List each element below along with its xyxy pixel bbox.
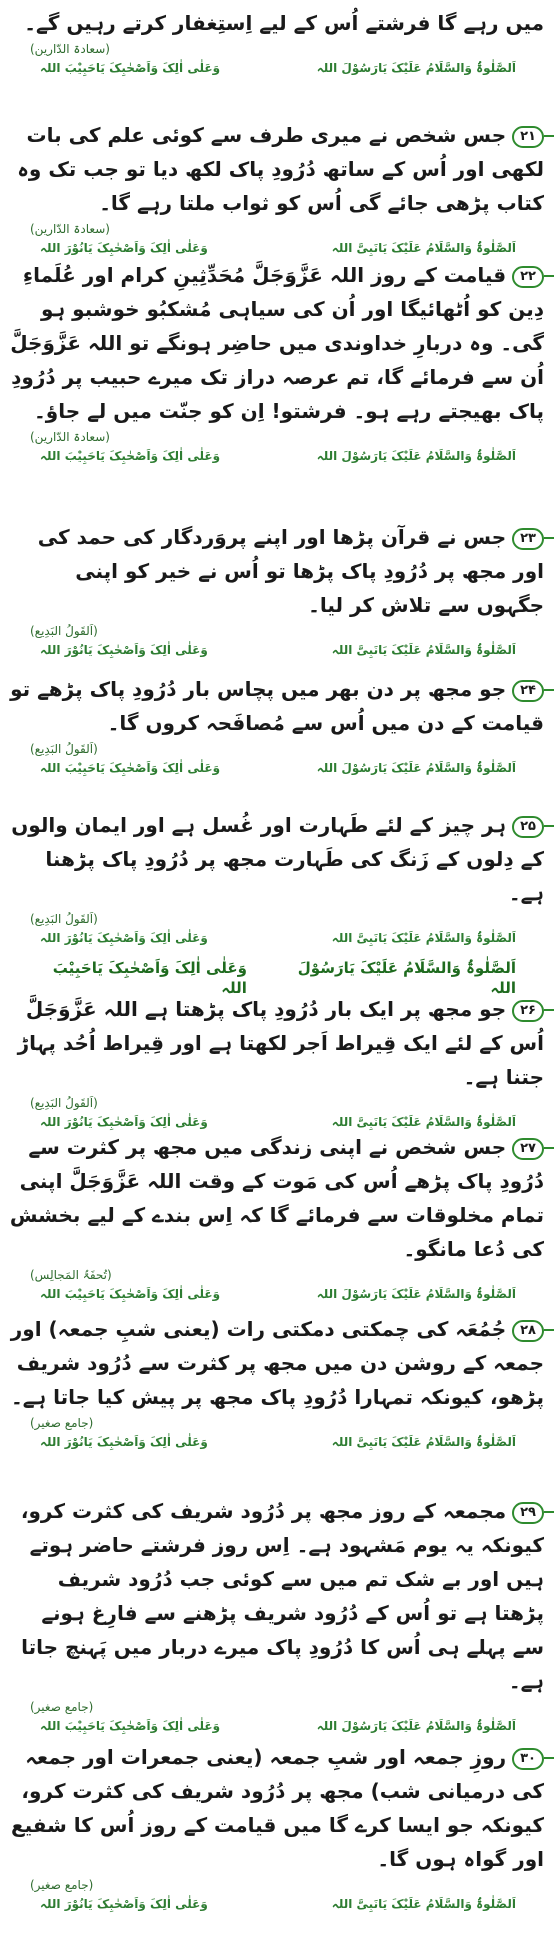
salawat-right: اَلصَّلٰوۃُ وَالسَّلَامُ عَلَیْکَ یَارَسُوْلَ اللہ	[316, 61, 516, 75]
hadith-entry-29	[0, 1494, 556, 1736]
salawat-left: وَعَلٰی اٰلِکَ وَاَصْحٰبِکَ یَاحَبِیْبَ اللہ	[40, 761, 221, 775]
hadith-number-badge: ۳۰	[512, 1748, 544, 1770]
hadith-body: ہر چیز کے لئے طَہارت اور غُسل ہے اور ایمان والوں کے دِلوں کے زَنگ کی طَہارت مجھ پر دُرُودِ پاک پڑھنا ہے۔	[11, 813, 544, 905]
hadith-number-badge: ۲۶	[512, 1000, 544, 1022]
salawat-line	[40, 1112, 516, 1132]
salawat-line	[40, 640, 516, 660]
source-citation: (سعادۃ الدّارین)	[30, 42, 110, 56]
hadith-text	[8, 1740, 544, 1876]
salawat-right: اَلصَّلٰوۃُ وَالسَّلَامُ عَلَیْکَ یَارَسُوْلَ اللہ	[316, 1719, 516, 1733]
salawat-line	[40, 1894, 516, 1914]
hadith-body: جو مجھ پر ایک بار دُرُودِ پاک پڑھتا ہے اللہ عَزَّوَجَلَّ اُس کے لئے ایک قِیراط اَجر لکھتا ہے اور قِیراط اُحُد پہاڑ جتنا ہے۔	[17, 997, 544, 1089]
hadith-text	[8, 118, 544, 220]
hadith-text	[8, 672, 544, 740]
salawat-line	[40, 1716, 516, 1736]
salawat-line	[40, 758, 516, 778]
intro-text: میں رہے گا فرشتے اُس کے لیے اِستِغفار کرتے رہیں گے۔	[24, 11, 544, 35]
hadith-entry-30	[0, 1740, 556, 1914]
intro-block	[0, 6, 556, 78]
hadith-number-badge: ۲۸	[512, 1320, 544, 1342]
salawat-right: اَلصَّلٰوۃُ وَالسَّلَامُ عَلَیْکَ یَارَسُوْلَ اللہ	[316, 761, 516, 775]
hadith-body: جس شخص نے اپنی زندگی میں مجھ پر کثرت سے دُرُودِ پاک پڑھے اُس کی مَوت کے وقت اللہ عَزَّوَجَلَّ اپنی تمام مخلوقات سے فرمائے گا کہ اِس بندے کے لیے بخشش کی دُعا مانگو۔	[9, 1135, 544, 1261]
salawat-right: اَلصَّلٰوۃُ وَالسَّلَامُ عَلَیْکَ یَانَبِیَّ اللہ	[331, 241, 516, 255]
hadith-entry-21	[0, 118, 556, 258]
hadith-body: جو مجھ پر دن بھر میں پچاس بار دُرُودِ پاک پڑھے تو قیامت کے دن میں اُس سے مُصافَحہ کروں گا۔	[10, 677, 544, 735]
hadith-entry-27	[0, 1130, 556, 1304]
salawat-left: وَعَلٰی اٰلِکَ وَاَصْحٰبِکَ یَانُوْرَ اللہ	[40, 1435, 208, 1449]
salawat-left: وَعَلٰی اٰلِکَ وَاَصْحٰبِکَ یَاحَبِیْبَ اللہ	[40, 1287, 221, 1301]
hadith-entry-24	[0, 672, 556, 778]
salawat-left: وَعَلٰی اٰلِکَ وَاَصْحٰبِکَ یَاحَبِیْبَ اللہ	[52, 959, 247, 997]
hadith-entry-22	[0, 258, 556, 466]
salawat-right: اَلصَّلٰوۃُ وَالسَّلَامُ عَلَیْکَ یَارَسُوْلَ اللہ	[297, 959, 516, 997]
source-citation: (اَلقَولُ البَدِیع)	[30, 1096, 98, 1110]
salawat-right: اَلصَّلٰوۃُ وَالسَّلَامُ عَلَیْکَ یَانَبِیَّ اللہ	[331, 1115, 516, 1129]
salawat-right: اَلصَّلٰوۃُ وَالسَّلَامُ عَلَیْکَ یَارَسُوْلَ اللہ	[316, 449, 516, 463]
salawat-right: اَلصَّلٰوۃُ وَالسَّلَامُ عَلَیْکَ یَانَبِیَّ اللہ	[331, 931, 516, 945]
salawat-left: وَعَلٰی اٰلِکَ وَاَصْحٰبِکَ یَاحَبِیْبَ اللہ	[40, 449, 221, 463]
hadith-text	[8, 992, 544, 1094]
source-citation: (اَلقَولُ البَدِیع)	[30, 912, 98, 926]
salawat-left: وَعَلٰی اٰلِکَ وَاَصْحٰبِکَ یَاحَبِیْبَ اللہ	[40, 61, 221, 75]
hadith-body: مجمعہ کے روز مجھ پر دُرُود شریف کی کثرت کرو، کیونکہ یہ یوم مَشہود ہے۔ اِس روز فرشتے حاضر ہوتے ہیں اور بے شک تم میں سے کوئی جب دُرُود شریف پڑھتا ہے تو اُس کے دُرُود شریف پڑھنے سے فارِغ ہونے سے پہلے ہی اُس کا دُرُودِ پاک میرے دربار میں پَہنچ جاتا ہے۔	[20, 1499, 544, 1693]
salawat-line	[40, 1432, 516, 1452]
salawat-left: وَعَلٰی اٰلِکَ وَاَصْحٰبِکَ یَانُوْرَ اللہ	[40, 643, 208, 657]
hadith-number-badge: ۲۲	[512, 266, 544, 288]
source-citation: (جامع صغیر)	[30, 1416, 94, 1430]
salawat-right: اَلصَّلٰوۃُ وَالسَّلَامُ عَلَیْکَ یَانَبِیَّ اللہ	[331, 1897, 516, 1911]
hadith-text	[8, 258, 544, 428]
salawat-line	[40, 928, 516, 948]
salawat-line	[40, 1284, 516, 1304]
salawat-left: وَعَلٰی اٰلِکَ وَاَصْحٰبِکَ یَاحَبِیْبَ اللہ	[40, 1719, 221, 1733]
hadith-number-badge: ۲۹	[512, 1502, 544, 1524]
source-citation: (تُحفَۃُ المَجالِس)	[30, 1268, 112, 1282]
hadith-entry-28	[0, 1312, 556, 1452]
salawat-right: اَلصَّلٰوۃُ وَالسَّلَامُ عَلَیْکَ یَارَسُوْلَ اللہ	[316, 1287, 516, 1301]
source-citation: (اَلقَولُ البَدِیع)	[30, 742, 98, 756]
salawat-line	[40, 238, 516, 258]
hadith-text	[8, 808, 544, 910]
salawat-line	[40, 58, 516, 78]
salawat-left: وَعَلٰی اٰلِکَ وَاَصْحٰبِکَ یَانُوْرَ اللہ	[40, 241, 208, 255]
hadith-text	[8, 520, 544, 622]
hadith-entry-23	[0, 520, 556, 660]
source-citation: (جامع صغیر)	[30, 1878, 94, 1892]
salawat-left: وَعَلٰی اٰلِکَ وَاَصْحٰبِکَ یَانُوْرَ اللہ	[40, 931, 208, 945]
salawat-right: اَلصَّلٰوۃُ وَالسَّلَامُ عَلَیْکَ یَانَبِیَّ اللہ	[331, 643, 516, 657]
hadith-body: جس شخص نے میری طرف سے کوئی علم کی بات لکھی اور اُس کے ساتھ دُرُودِ پاک لکھ دیا تو جب تک وہ کتاب پڑھی جائے گی اُس کو ثواب ملتا رہے گا۔	[17, 123, 544, 215]
hadith-body: روزِ جمعہ اور شبِ جمعہ (یعنی جمعرات اور جمعہ کی درمیانی شب) مجھ پر دُرُود شریف کی کثرت کرو، کیونکہ جو ایسا کرے گا میں قیامت کے روز اُس کا شفیع اور گواہ ہوں گا۔	[10, 1745, 544, 1871]
salawat-line	[40, 446, 516, 466]
hadith-text	[8, 1494, 544, 1698]
hadith-text	[8, 1312, 544, 1414]
source-citation: (سعادۃ الدّارین)	[30, 222, 110, 236]
hadith-number-badge: ۲۱	[512, 126, 544, 148]
salawat-right: اَلصَّلٰوۃُ وَالسَّلَامُ عَلَیْکَ یَانَبِیَّ اللہ	[331, 1435, 516, 1449]
salawat-left: وَعَلٰی اٰلِکَ وَاَصْحٰبِکَ یَانُوْرَ اللہ	[40, 1897, 208, 1911]
source-citation: (سعادۃ الدّارین)	[30, 430, 110, 444]
hadith-body: جُمُعَہ کی چمکتی دمکتی رات (یعنی شبِ جمعہ) اور جمعہ کے روشن دن میں مجھ پر کثرت سے دُرُود شریف پڑھو، کیونکہ تمہارا دُرُودِ پاک مجھ پر پیش کیا جاتا ہے۔	[10, 1317, 544, 1409]
hadith-text	[8, 1130, 544, 1266]
hadith-number-badge: ۲۳	[512, 528, 544, 550]
salawat-left: وَعَلٰی اٰلِکَ وَاَصْحٰبِکَ یَانُوْرَ اللہ	[40, 1115, 208, 1129]
source-citation: (جامع صغیر)	[30, 1700, 94, 1714]
hadith-entry-26	[0, 992, 556, 1132]
source-citation: (اَلقَولُ البَدِیع)	[30, 624, 98, 638]
hadith-number-badge: ۲۴	[512, 680, 544, 702]
hadith-number-badge: ۲۷	[512, 1138, 544, 1160]
hadith-body: جس نے قرآن پڑھا اور اپنے پروَردگار کی حمد کی اور مجھ پر دُرُودِ پاک پڑھا تو اُس نے خیر کو اپنی جگہوں سے تلاش کر لیا۔	[37, 525, 544, 617]
hadith-entry-25	[0, 808, 556, 998]
hadith-body: قیامت کے روز اللہ عَزَّوَجَلَّ مُحَدِّثِینِ کرام اور عُلَماءِ دِین کو اُٹھائیگا اور اُن کی سیاہی مُشکبُو خوشبو ہو گی۔ وہ دربارِ خداوندی میں حاضِر ہونگے تو اللہ عَزَّوَجَلَّ اُن سے فرمائے گا، تم عرصہ دراز تک میرے حبیب پر دُرُودِ پاک بھیجتے رہے ہو۔ فرشتو! اِن کو جنّت میں لے جاؤ۔	[10, 263, 544, 423]
hadith-number-badge: ۲۵	[512, 816, 544, 838]
